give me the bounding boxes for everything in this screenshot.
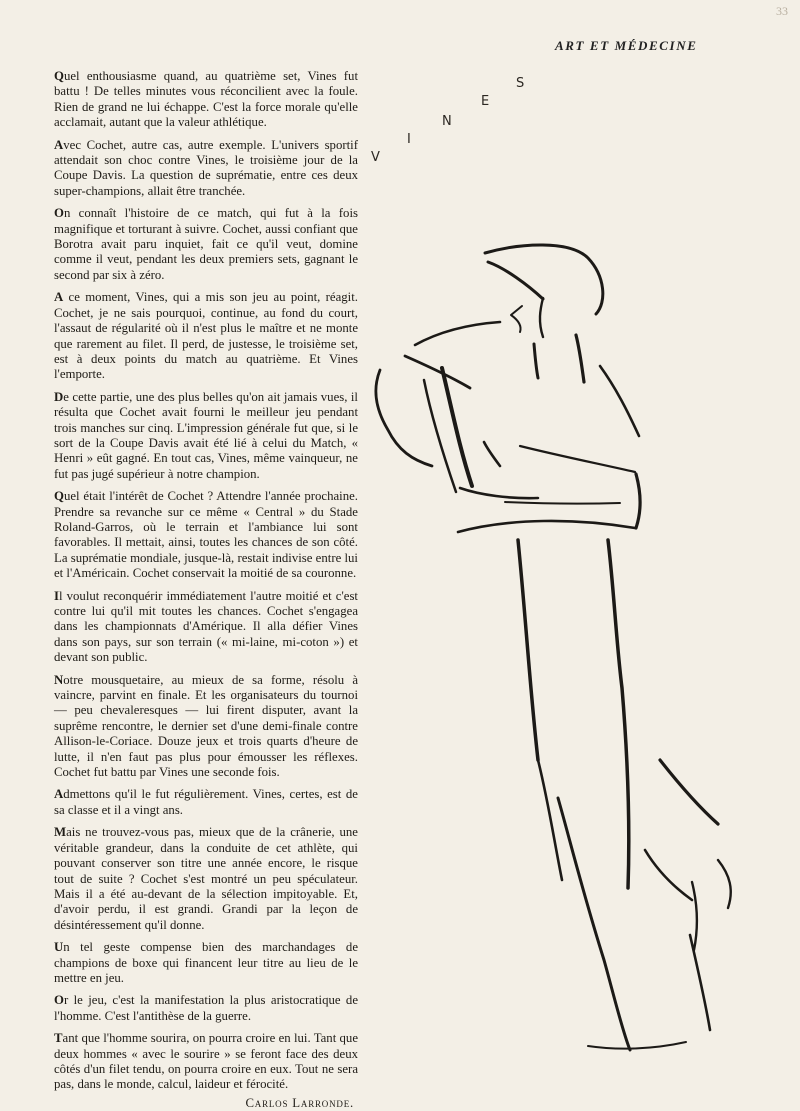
title-letter-n: N: [442, 114, 452, 129]
paragraph-text: ant que l'homme sourira, on pourra croire en lui. Tant que deux hommes « avec le sourire » se feront face des deux côtés d'un filet tendu, on pourra croire en eux. Tout ne sera pas, dans le monde, calcul, laideur et férocité.: [54, 1031, 358, 1092]
article-paragraph: [54, 993, 358, 1024]
paragraph-lead-letter: Q: [54, 69, 64, 83]
title-letter-v: V: [371, 150, 380, 165]
paragraph-lead-letter: A: [54, 137, 64, 152]
paragraph-lead-letter: D: [54, 389, 64, 404]
article-paragraph: [54, 1031, 358, 1093]
paragraph-text: uel était l'intérêt de Cochet ? Attendre l'année prochaine. Prendre sa revanche sur ce même « Central » du Stade Roland-Garros, où le terrain et l'ambiance lui sont favorables. Il mettait, ainsi, toutes les chances de son côté. La suprématie mondiale, jusque-là, restait indivise entre lui et l'Américain. Cochet conservait la moitié de sa couronne.: [54, 489, 358, 581]
article-paragraph: [54, 290, 358, 382]
article-paragraph: [54, 390, 358, 482]
title-letter-s: S: [516, 76, 525, 91]
article-paragraph: [54, 589, 358, 666]
running-head: ART ET MÉDECINE: [555, 38, 698, 53]
paragraph-text: n connaît l'histoire de ce match, qui fut à la fois magnifique et torturant à suivre. Cochet, aussi confiant que Borotra avait paru inquiet, fait ce qu'il veut, domine comme il veut, pendant les deux premiers sets, gagnant le second par six à zéro.: [54, 206, 358, 282]
article-paragraph: [54, 787, 358, 818]
article-paragraph: [54, 940, 358, 986]
article-paragraph: [54, 69, 358, 131]
paragraph-lead-letter: N: [54, 672, 64, 687]
article-body: [54, 69, 358, 1111]
page-number: 33: [776, 4, 788, 18]
tennis-player-sketch: [360, 240, 780, 1060]
paragraph-lead-letter: M: [54, 825, 67, 840]
article-paragraph: [54, 138, 358, 200]
article-paragraph: [54, 489, 358, 581]
paragraph-text: ce moment, Vines, qui a mis son jeu au point, réagit. Cochet, je ne sais pourquoi, continue, au fond du court, l'assaut de régularité où il n'est plus le maître et ne monte que rarement au filet. Il perd, de justesse, le troisième set, est à deux points du match au quatrième. Et Vines l'emporte.: [54, 290, 358, 382]
paragraph-text: e cette partie, une des plus belles qu'on ait jamais vues, il résulta que Cochet avait fourni le meilleur jeu pendant trois manches sur cinq. L'impression générale fut que, si le sort de la Coupe Davis avait été lié à celui du Match, « Henri » eût gagné. En tout cas, Vines, même vainqueur, ne fut pas jugé supérieur à notre champion.: [54, 389, 358, 481]
paragraph-lead-letter: A: [54, 787, 64, 802]
paragraph-lead-letter: T: [54, 1031, 63, 1046]
article-paragraph: [54, 673, 358, 781]
title-letter-e: E: [481, 94, 490, 109]
paragraph-text: dmettons qu'il le fut régulièrement. Vines, certes, est de sa classe et il a vingt ans.: [54, 787, 358, 817]
paragraph-lead-letter: U: [54, 940, 64, 955]
paragraph-lead-letter: O: [54, 993, 64, 1008]
title-letter-i: I: [407, 132, 411, 147]
paragraph-lead-letter: A: [54, 290, 64, 305]
paragraph-text: r le jeu, c'est la manifestation la plus aristocratique de l'homme. C'est l'antithèse de la guerre.: [54, 993, 358, 1023]
paragraph-text: vec Cochet, autre cas, autre exemple. L'univers sportif attendait son choc contre Vines, le troisième jour de la Coupe Davis. La question de suprématie, entre ces deux super-champions, allait être tranchée.: [54, 137, 358, 198]
article-paragraph: [54, 825, 358, 933]
paragraph-text: l voulut reconquérir immédiatement l'autre moitié et c'est contre lui qu'il mit toutes les chances. Cochet s'engagea dans les championnats d'Amérique. Il alla défier Vines dans son pays, sur son terrain (« mi-laine, mi-coton ») et devant son public.: [54, 588, 358, 665]
paragraph-text: ais ne trouvez-vous pas, mieux que de la crânerie, une véritable grandeur, dans la conduite de cet athlète, qui pouvant conserver son titre une année encore, le risque tout de suite ? Cochet s'est montré un peu spéculateur. Mais il a été au-devant de la sélection impitoyable. Et, d'avoir perdu, il est grandi. Grandi par la leçon de désintéressement qu'il donne.: [54, 825, 358, 932]
paragraph-text: n tel geste compense bien des marchandages de champions de boxe qui financent leur titre au lieu de le mettre en jeu.: [54, 940, 358, 985]
paragraph-lead-letter: I: [54, 588, 59, 603]
paragraph-lead-letter: O: [54, 206, 64, 221]
paragraph-text: uel enthousiasme quand, au quatrième set, Vines fut battu ! De telles minutes vous réconcilient avec la foule. Rien de grand ne lui échappe. C'est la force morale qu'elle acclamait, autant que la valeur athlétique.: [54, 69, 358, 130]
article-paragraph: [54, 206, 358, 283]
paragraph-lead-letter: Q: [54, 489, 64, 504]
author-signature: Carlos Larronde.: [245, 1095, 354, 1110]
paragraph-text: otre mousquetaire, au mieux de sa forme, résolu à vaincre, parvint en finale. Et les organisateurs du tournoi — peu chevaleresques — lui firent disputer, avant la suprême rencontre, le dernier set d'une demi-finale contre Allison-le-Coriace. Douze jeux et trois quarts d'heure de lutte, il n'en faut pas plus pour émousser les réflexes. Cochet fut battu par Vines une seconde fois.: [54, 672, 358, 780]
